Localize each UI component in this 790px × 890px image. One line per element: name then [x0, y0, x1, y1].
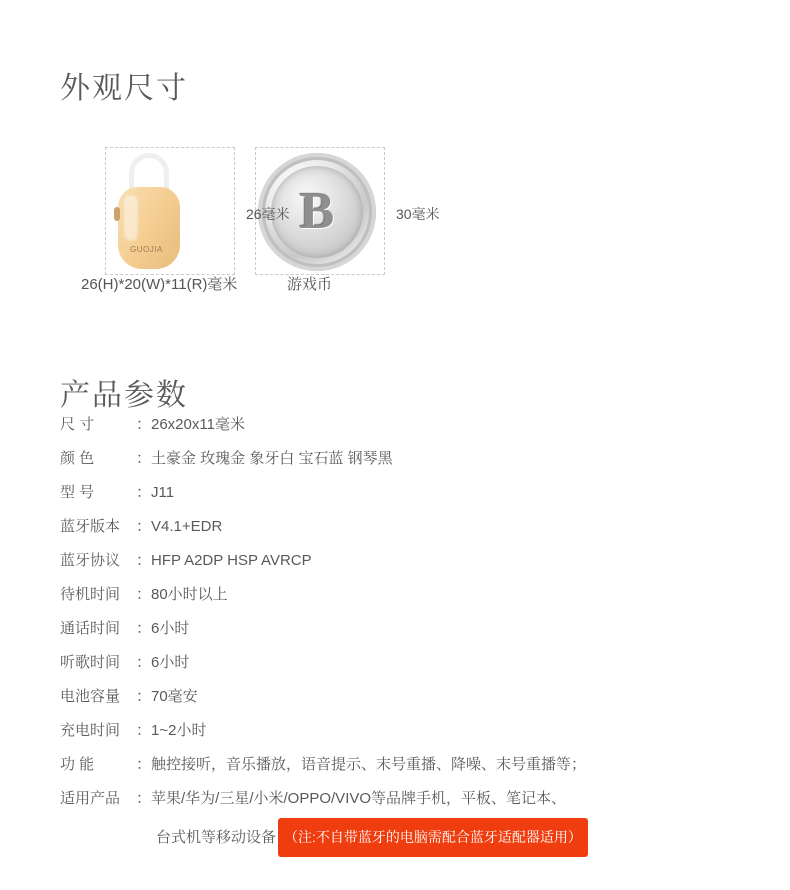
param-value: ：V4.1+EDR — [136, 518, 223, 535]
param-label: 充电时间 — [60, 722, 121, 739]
param-value: ：6小时 — [136, 620, 190, 637]
earbud-highlight-shape — [124, 195, 138, 241]
param-label: 型 号 — [60, 484, 95, 501]
param-value: ：J11 — [136, 484, 175, 501]
param-value: ：80小时以上 — [136, 586, 228, 603]
param-label: 待机时间 — [60, 586, 121, 603]
param-row — [60, 544, 730, 578]
param-row — [60, 510, 730, 544]
param-label: 蓝牙版本 — [60, 518, 121, 535]
earbud-brand-label: GUOJIA — [130, 245, 163, 254]
appearance-diagram — [60, 105, 590, 305]
earbud-side-button-icon — [114, 207, 120, 221]
param-value: ：6小时 — [136, 654, 190, 671]
param-value: ：触控接听，音乐播放，语音提示、末号重播、降噪、末号重播等； — [136, 756, 587, 773]
param-row — [60, 714, 730, 748]
param-value: ：26x20x11毫米 — [136, 416, 245, 433]
param-value: ：70毫安 — [136, 688, 198, 705]
bitcoin-symbol-icon: B — [299, 183, 335, 240]
param-row — [60, 680, 730, 714]
param-row — [60, 782, 730, 816]
param-row — [60, 476, 730, 510]
parameters-section-title: 产品参数 — [60, 378, 188, 412]
param-row — [60, 646, 730, 680]
param-row — [60, 612, 730, 646]
param-label: 颜 色 — [60, 450, 95, 467]
param-value: ：苹果/华为/三星/小米/OPPO/VIVO等品牌手机，平板、笔记本、 — [136, 790, 567, 807]
param-row — [60, 578, 730, 612]
bluetooth-adapter-note-badge: （注:不自带蓝牙的电脑需配合蓝牙适配器适用） — [278, 818, 588, 857]
earbud-height-measure-label: 26毫米 — [246, 206, 290, 222]
param-value: ：HFP A2DP HSP AVRCP — [136, 552, 312, 569]
earbud-dimensions-caption: 26(H)*20(W)*11(R)毫米 — [81, 276, 238, 293]
appearance-section-title: 外观尺寸 — [60, 71, 188, 105]
param-row — [60, 408, 730, 442]
coin-caption: 游戏币 — [287, 276, 333, 293]
param-label: 蓝牙协议 — [60, 552, 121, 569]
parameters-list — [60, 408, 730, 857]
param-label: 电池容量 — [60, 688, 121, 705]
param-value: ：土豪金 玫瑰金 象牙白 宝石蓝 钢琴黑 — [136, 450, 393, 467]
param-label: 听歌时间 — [60, 654, 121, 671]
param-row — [60, 748, 730, 782]
param-value-continuation: 台式机等移动设备 — [156, 829, 277, 846]
param-value: ：1~2小时 — [136, 722, 207, 739]
param-label: 适用产品 — [60, 790, 121, 807]
param-row — [60, 442, 730, 476]
param-label: 功 能 — [60, 756, 95, 773]
param-row-continuation — [60, 818, 730, 857]
param-label: 尺 寸 — [60, 416, 95, 433]
param-label: 通话时间 — [60, 620, 121, 637]
coin-height-measure-label: 30毫米 — [396, 206, 440, 222]
